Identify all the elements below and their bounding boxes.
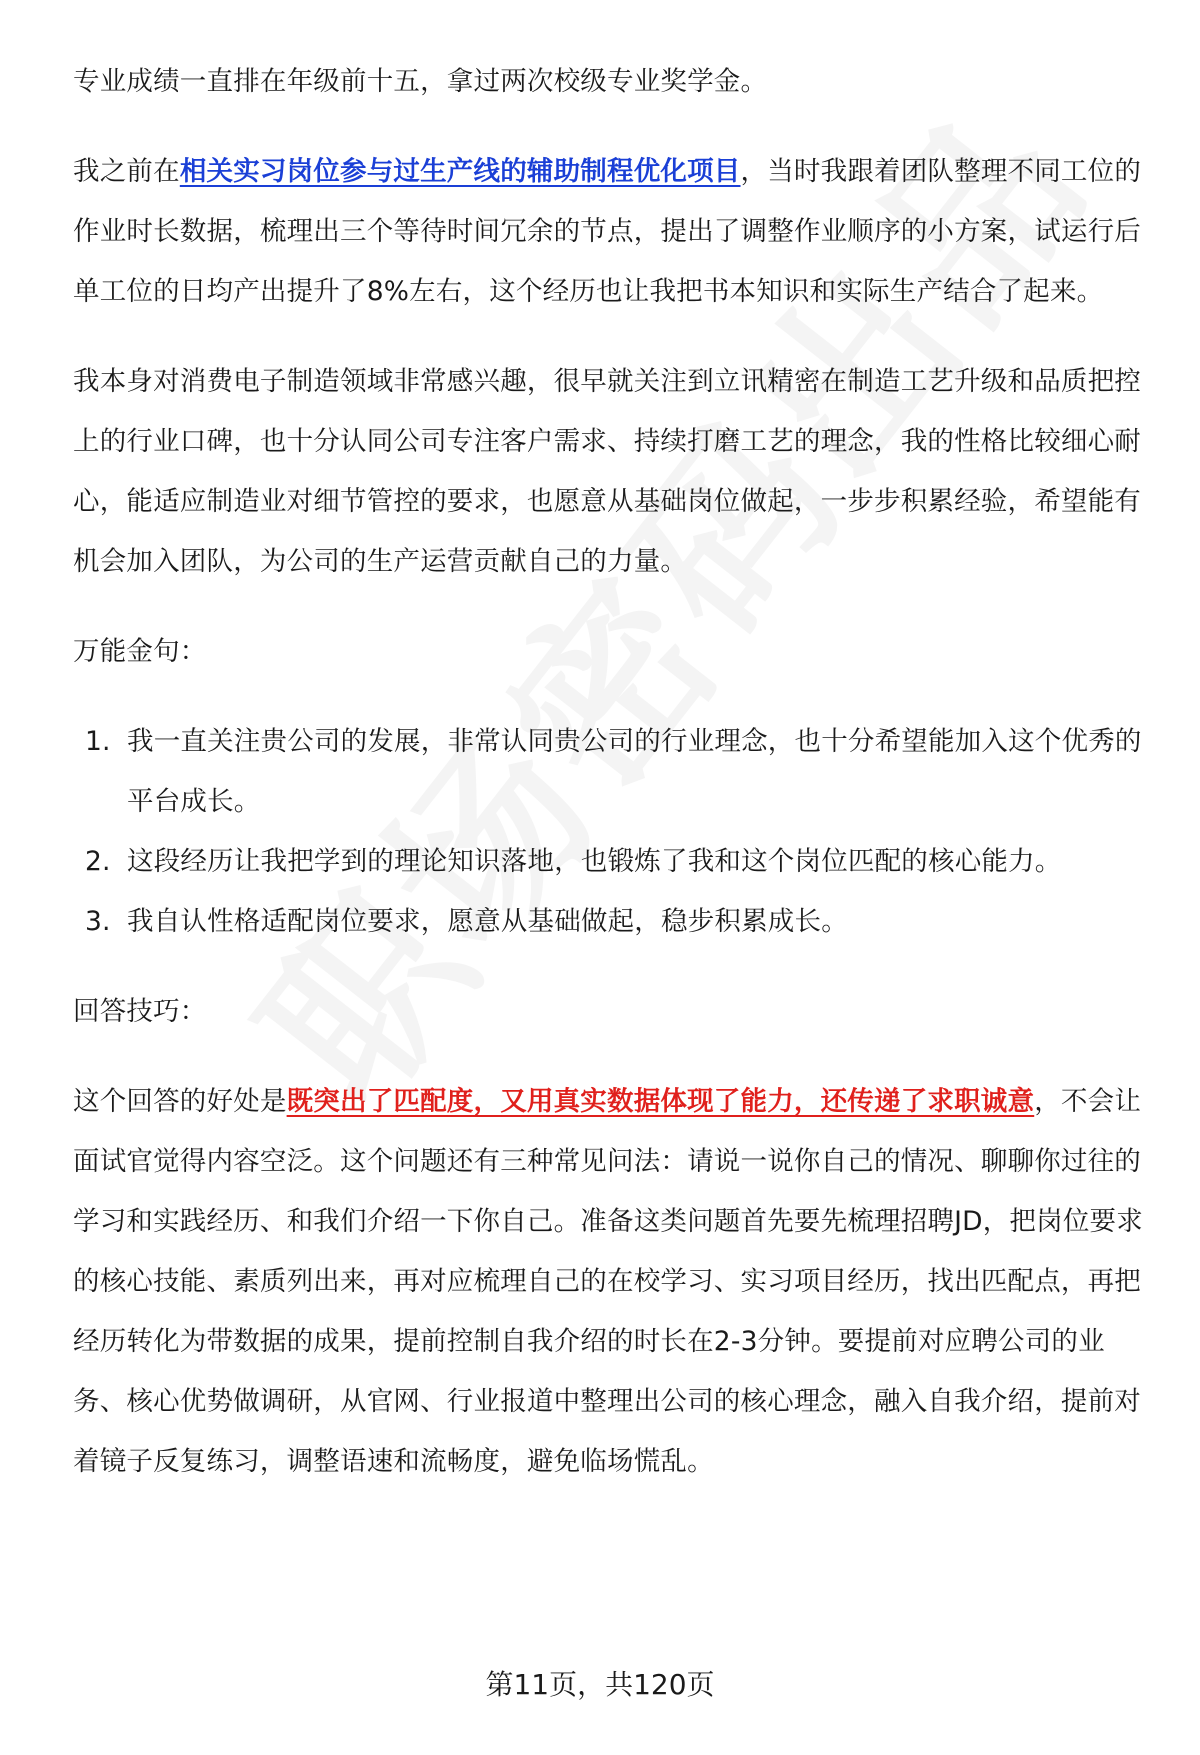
paragraph-motivation: 我本身对消费电子制造领域非常感兴趣，很早就关注到立讯精密在制造工艺升级和品质把控上的行业口碑，也十分认同公司专注客户需求、持续打磨工艺的理念，我的性格比较细心耐心，能适应制造业对细节管控的要求，也愿意从基础岗位做起，一步步积累经验，希望能有机会加入团队，为公司的生产运营贡献自己的力量。 (73, 366, 1141, 577)
list-text: 我自认性格适配岗位要求，愿意从基础做起，稳步积累成长。 (127, 906, 848, 937)
document-body (73, 52, 1148, 1522)
paragraph-internship (73, 142, 1148, 322)
list-text: 我一直关注贵公司的发展，非常认同贵公司的行业理念，也十分希望能加入这个优秀的平台成长。 (127, 726, 1142, 817)
list-number: 3. (85, 906, 111, 937)
page-number-footer: 第11页，共120页 (485, 1668, 715, 1701)
list-number: 2. (85, 846, 111, 877)
list-item (73, 832, 1148, 892)
list-text: 这段经历让我把学到的理论知识落地，也锻炼了我和这个岗位匹配的核心能力。 (127, 846, 1062, 877)
list-item (73, 892, 1148, 952)
internship-text-pre: 我之前在 (73, 156, 180, 187)
tips-highlight: 既突出了匹配度，又用真实数据体现了能力，还传递了求职诚意 (286, 1086, 1035, 1117)
tips-text-pre: 这个回答的好处是 (73, 1086, 287, 1117)
tips-heading: 回答技巧： (73, 996, 207, 1027)
paragraph-scholarship: 专业成绩一直排在年级前十五，拿过两次校级专业奖学金。 (73, 66, 768, 97)
internship-text-post: ，当时我跟着团队整理不同工位的作业时长数据，梳理出三个等待时间冗余的节点，提出了调整作业顺序的小方案，试运行后单工位的日均产出提升了8%左右，这个经历也让我把书本知识和实际生产结合了起来。 (73, 156, 1142, 307)
list-item (73, 712, 1148, 832)
golden-sentences-heading: 万能金句： (73, 636, 207, 667)
internship-highlight: 相关实习岗位参与过生产线的辅助制程优化项目 (179, 156, 741, 187)
paragraph-tips (73, 1072, 1148, 1492)
tips-text-post: ，不会让面试官觉得内容空泛。这个问题还有三种常见问法：请说一说你自己的情况、聊聊你过往的学习和实践经历、和我们介绍一下你自己。准备这类问题首先要先梳理招聘JD，把岗位要求的核心技能、素质列出来，再对应梳理自己的在校学习、实习项目经历，找出匹配点，再把经历转化为带数据的成果，提前控制自我介绍的时长在2-3分钟。要提前对应聘公司的业务、核心优势做调研，从官网、行业报道中整理出公司的核心理念，融入自我介绍，提前对着镜子反复练习，调整语速和流畅度，避免临场慌乱。 (73, 1086, 1143, 1477)
golden-sentences-list (73, 712, 1148, 952)
list-number: 1. (85, 726, 111, 757)
